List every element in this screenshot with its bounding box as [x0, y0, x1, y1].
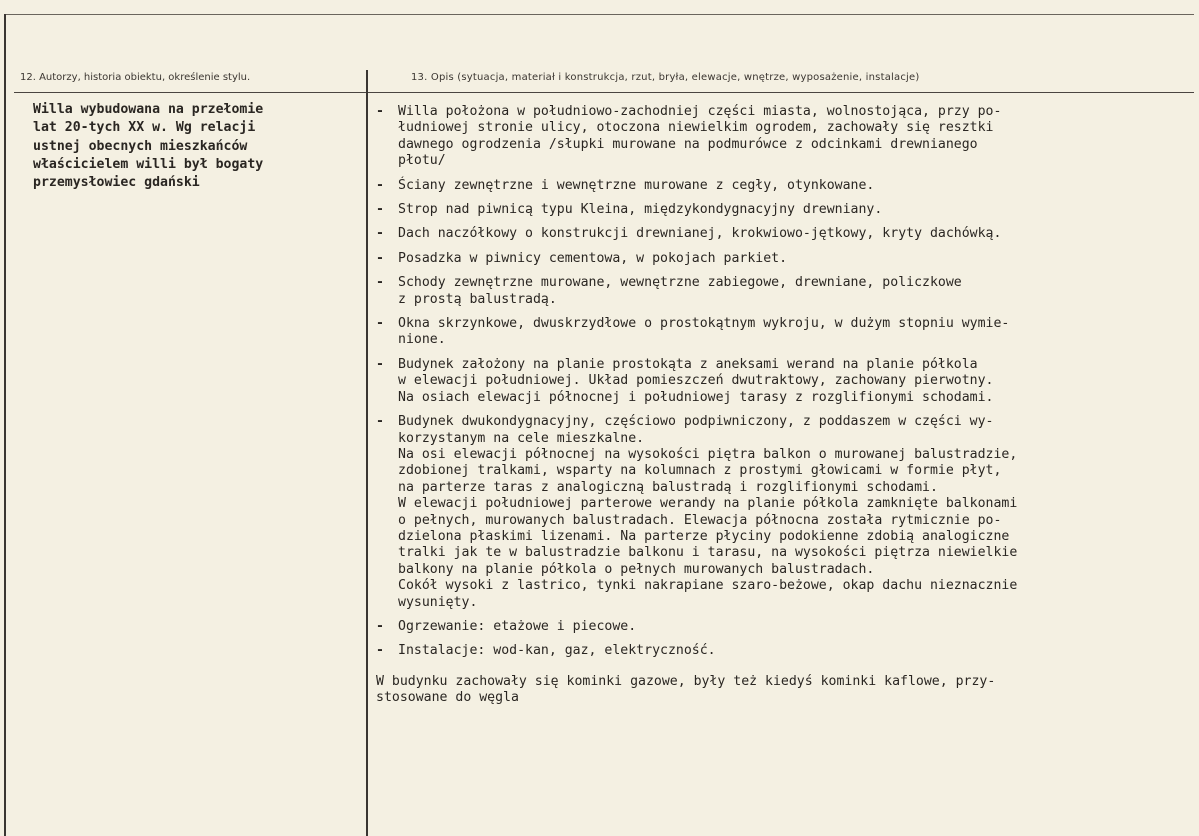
- description-item: - Strop nad piwnicą typu Kleina, międzykondygnacyjny drewniany.: [376, 202, 883, 218]
- item-text: Instalacje: wod-kan, gaz, elektryczność.: [398, 643, 716, 659]
- item-text: Strop nad piwnicą typu Kleina, międzykondygnacyjny drewniany.: [398, 202, 883, 218]
- section-13-heading: 13. Opis (sytuacja, materiał i konstrukcja, rzut, bryła, elewacje, wnętrze, wyposażenie, instalacje): [411, 72, 920, 83]
- item-text: Schody zewnętrzne murowane, wewnętrzne zabiegowe, drewniane, policzkowe z prostą balustradą.: [398, 275, 962, 307]
- description-item: - Budynek założony na planie prostokąta z aneksami werand na planie półkola w elewacji południowej. Układ pomieszczeń dwutraktowy, zachowany pierwotny. Na osiach elewacji północnej i południowej tarasy z rozglifionymi schodami.: [376, 356, 994, 405]
- item-text: Posadzka w piwnicy cementowa, w pokojach parkiet.: [398, 250, 788, 266]
- description-item: - Instalacje: wod-kan, gaz, elektryczność.: [376, 643, 716, 659]
- closing-note: W budynku zachowały się kominki gazowe, były też kiedyś kominki kaflowe, przy- stosowane do węgla: [376, 673, 996, 706]
- description-item: - Okna skrzynkowe, dwuskrzydłowe o prostokątnym wykroju, w dużym stopniu wymie- nione.: [376, 316, 1010, 348]
- item-text: Budynek dwukondygnacyjny, częściowo podpiwniczony, z poddaszem w części wy- korzystanym na cele mieszkalne. Na osi elewacji północnej na wysokości piętra balkon o murowanej balustradzie, zdobionej tralkami, wsparty na kolumnach z prostymi głowicami w formie płyt, na parterze taras z analogiczną balustradą i rozglifionymi schodami. W elewacji południowej parterowe werandy na planie półkola zamknięte balkonami o pełnych, murowanych balustradach. Elewacja północna została rytmicznie po- dzielona płaskimi lizenami. Na parterze płyciny podokienne zdobią analogiczne tralki jak te w balustradzie balkonu i tarasu, na wysokości piętrza niewielkie balkony na planie półkola o pełnych murowanych balustradach. Cokół wysoki z lastrico, tynki nakrapiane szaro-beżowe, okap dachu nieznacznie wysunięty.: [398, 414, 1018, 610]
- item-text: Willa położona w południowo-zachodniej części miasta, wolnostojąca, przy po- łudniowej stronie ulicy, otoczona niewielkim ogrodem, zachowały się resztki dawnego ogrodzenia /słupki murowane na podmurówce z odcinkami drewnianego płotu/: [398, 104, 1002, 169]
- header-divider-line: [14, 92, 1194, 93]
- description-item: - Posadzka w piwnicy cementowa, w pokojach parkiet.: [376, 250, 788, 266]
- column-divider-line: [366, 70, 368, 836]
- history-text: Willa wybudowana na przełomie lat 20-tych XX w. Wg relacji ustnej obecnych mieszkańców właścicielem willi był bogaty przemysłowiec gdański: [33, 102, 264, 191]
- description-item: - Schody zewnętrzne murowane, wewnętrzne zabiegowe, drewniane, policzkowe z prostą balustradą.: [376, 275, 962, 307]
- description-item: - Willa położona w południowo-zachodniej części miasta, wolnostojąca, przy po- łudniowej stronie ulicy, otoczona niewielkim ogrodem, zachowały się resztki dawnego ogrodzenia /słupki murowane na podmurówce z odcinkami drewnianego płotu/: [376, 104, 1002, 169]
- item-text: Budynek założony na planie prostokąta z aneksami werand na planie półkola w elewacji południowej. Układ pomieszczeń dwutraktowy, zachowany pierwotny. Na osiach elewacji północnej i południowej tarasy z rozglifionymi schodami.: [398, 356, 994, 405]
- section-12-heading: 12. Autorzy, historia obiektu, określenie stylu.: [20, 72, 251, 83]
- description-column: [376, 104, 1186, 707]
- description-item: - Dach naczółkowy o konstrukcji drewnianej, krokwiowo-jętkowy, kryty dachówką.: [376, 226, 1002, 242]
- top-border-line: [4, 14, 1194, 15]
- description-item: - Budynek dwukondygnacyjny, częściowo podpiwniczony, z poddaszem w części wy- korzystanym na cele mieszkalne. Na osi elewacji północnej na wysokości piętra balkon o murowanej balustradzie, zdobionej tralkami, wsparty na kolumnach z prostymi głowicami w formie płyt, na parterze taras z analogiczną balustradą i rozglifionymi schodami. W elewacji południowej parterowe werandy na planie półkola zamknięte balkonami o pełnych, murowanych balustradach. Elewacja północna została rytmicznie po- dzielona płaskimi lizenami. Na parterze płyciny podokienne zdobią analogiczne tralki jak te w balustradzie balkonu i tarasu, na wysokości piętrza niewielkie balkony na planie półkola o pełnych murowanych balustradach. Cokół wysoki z lastrico, tynki nakrapiane szaro-beżowe, okap dachu nieznacznie wysunięty.: [376, 414, 1018, 610]
- item-text: Okna skrzynkowe, dwuskrzydłowe o prostokątnym wykroju, w dużym stopniu wymie- nione.: [398, 316, 1010, 348]
- description-item: - Ściany zewnętrzne i wewnętrzne murowane z cegły, otynkowane.: [376, 177, 875, 193]
- left-border-line: [4, 14, 6, 836]
- item-text: Ogrzewanie: etażowe i piecowe.: [398, 618, 637, 634]
- item-text: Ściany zewnętrzne i wewnętrzne murowane z cegły, otynkowane.: [398, 177, 875, 193]
- description-item: - Ogrzewanie: etażowe i piecowe.: [376, 618, 637, 634]
- item-text: Dach naczółkowy o konstrukcji drewnianej, krokwiowo-jętkowy, kryty dachówką.: [398, 226, 1002, 242]
